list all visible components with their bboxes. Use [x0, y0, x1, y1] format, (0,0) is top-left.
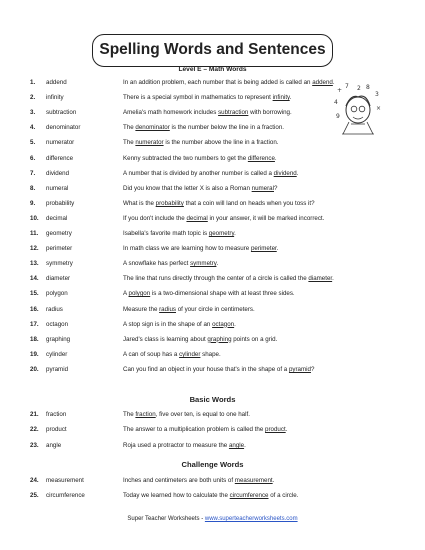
word-number: 1. — [30, 79, 36, 86]
word-number: 21. — [30, 411, 39, 418]
sentence — [123, 320, 236, 330]
word-row — [0, 274, 425, 284]
sentence — [123, 214, 324, 224]
sentence-start: Kenny subtracted the two numbers to get the — [123, 154, 248, 162]
sentence-end: . — [274, 154, 277, 162]
page-title: Spelling Words and Sentences — [92, 34, 333, 67]
sentence-end: . — [216, 260, 219, 268]
word-number: 7. — [30, 169, 36, 177]
word-row — [0, 138, 425, 148]
spelling-word: diameter — [46, 275, 71, 283]
spelling-word: difference — [46, 154, 74, 162]
word-row — [0, 154, 425, 164]
word-row — [0, 320, 425, 330]
sentence — [123, 93, 291, 103]
sentence-start: Inches and centimeters are both units of — [123, 477, 235, 484]
word-row — [0, 476, 425, 486]
spelling-word: perimeter — [46, 245, 73, 253]
sentence-start: What is the — [123, 199, 156, 207]
sentence — [123, 199, 315, 209]
word-number: 5. — [30, 139, 36, 147]
sentence-keyword: subtraction — [218, 109, 249, 117]
sentence — [123, 335, 277, 345]
word-number: 24. — [30, 477, 39, 484]
spelling-word: cylinder — [46, 350, 68, 358]
word-row — [0, 410, 425, 420]
sentence-end: . — [332, 275, 334, 283]
sentence-keyword: fraction — [135, 411, 156, 418]
word-number: 12. — [30, 245, 39, 253]
word-number: 22. — [30, 426, 39, 433]
sentence-end: , five over ten, is equal to one half. — [155, 411, 250, 418]
sentence-keyword: graphing — [207, 335, 232, 343]
sentence-end: shape. — [200, 350, 221, 358]
sentence — [123, 244, 278, 254]
sentence — [123, 289, 295, 299]
spelling-word: denominator — [46, 124, 81, 132]
word-number: 11. — [30, 230, 39, 237]
sentence-keyword: radius — [159, 305, 176, 313]
spelling-word: subtraction — [46, 109, 77, 117]
word-number: 6. — [30, 154, 36, 162]
sentence-end: . — [234, 320, 236, 328]
sentence-start: Roja used a protractor to measure the — [123, 442, 229, 449]
word-row — [0, 169, 425, 179]
sentence-end: is the number above the line in a fraction. — [163, 139, 279, 147]
sentence-keyword: dividend — [273, 169, 297, 177]
sentence — [123, 491, 298, 501]
sentence-keyword: cylinder — [179, 350, 201, 358]
sentence — [123, 108, 292, 118]
word-number: 4. — [30, 124, 36, 132]
sentence — [123, 169, 298, 179]
spelling-word: circumference — [46, 492, 85, 499]
word-row — [0, 108, 425, 118]
sentence-end: . — [332, 79, 335, 86]
spelling-word: symmetry — [46, 260, 73, 268]
spelling-word: measurement — [46, 477, 84, 484]
spelling-word: addend — [46, 79, 67, 86]
page-subtitle: Level E – Math Words — [178, 66, 247, 73]
spelling-word: octagon — [46, 320, 69, 328]
sentence — [123, 476, 274, 486]
word-row — [0, 350, 425, 360]
sentence — [123, 138, 278, 148]
sentence-start: In math class we are learning how to measure — [123, 245, 251, 253]
sentence-keyword: polygon — [128, 290, 151, 298]
sentence-end: points on a grid. — [231, 335, 278, 343]
word-row — [0, 259, 425, 269]
sentence-keyword: numerator — [135, 139, 164, 147]
word-row — [0, 335, 425, 345]
spelling-word: graphing — [46, 335, 71, 343]
word-row — [0, 184, 425, 194]
word-row — [0, 93, 425, 103]
word-row — [0, 441, 425, 451]
sentence — [123, 78, 335, 88]
sentence — [123, 365, 314, 375]
sentence-end: . — [244, 442, 246, 449]
spelling-word: probability — [46, 199, 75, 207]
sentence-keyword: diameter — [308, 275, 333, 283]
spelling-word: fraction — [46, 411, 67, 418]
word-number: 13. — [30, 260, 39, 268]
sentence-start: Amelia's math homework includes — [123, 109, 219, 117]
word-number: 15. — [30, 290, 39, 298]
sentence — [123, 123, 284, 133]
spelling-word: numeral — [46, 184, 69, 192]
sentence-end: . — [285, 426, 288, 433]
sentence-keyword: octagon — [212, 320, 235, 328]
sentence-end: with borrowing. — [248, 109, 292, 117]
sentence — [123, 184, 277, 194]
word-number: 14. — [30, 275, 39, 283]
sentence-start: A snowflake has perfect — [123, 260, 191, 268]
spelling-word: infinity — [46, 94, 64, 102]
sentence-start: A — [123, 290, 129, 298]
word-row — [0, 199, 425, 209]
word-row — [0, 425, 425, 435]
sentence — [123, 259, 218, 269]
svg-text:2: 2 — [357, 85, 361, 92]
word-row — [0, 244, 425, 254]
sentence-start: There is a special symbol in mathematics to represent — [123, 94, 273, 102]
sentence-start: Jared's class is learning about — [123, 335, 208, 343]
spelling-word: product — [46, 426, 67, 433]
word-row — [0, 229, 425, 239]
sentence-start: Measure the — [123, 305, 160, 313]
word-number: 16. — [30, 305, 39, 313]
sentence-end: . — [296, 169, 299, 177]
sentence — [123, 425, 287, 435]
sentence-keyword: geometry — [208, 230, 235, 237]
section-heading-basic: Basic Words — [189, 395, 236, 404]
sentence-end: ? — [310, 365, 315, 373]
word-number: 8. — [30, 184, 36, 192]
sentence-start: A stop sign is in the shape of an — [123, 320, 213, 328]
sentence-start: If you don't include the — [123, 214, 187, 222]
sentence-start: Can you find an object in your house that's in the shape of a — [123, 365, 289, 373]
sentence-keyword: angle — [228, 442, 245, 449]
sentence-end: . — [276, 245, 279, 253]
spelling-word: radius — [46, 305, 63, 313]
word-number: 17. — [30, 320, 39, 328]
sentence-start: Today we learned how to calculate the — [123, 492, 230, 499]
sentence-keyword: perimeter — [250, 245, 277, 253]
svg-text:8: 8 — [366, 84, 370, 91]
sentence-keyword: probability — [155, 199, 184, 207]
word-row — [0, 305, 425, 315]
sentence-keyword: pyramid — [288, 365, 311, 373]
sentence-keyword: decimal — [186, 214, 208, 222]
sentence-start: The — [123, 139, 136, 147]
sentence-end: of your circle in centimeters. — [175, 305, 255, 313]
sentence-keyword: denominator — [135, 124, 170, 132]
svg-text:9: 9 — [336, 113, 340, 120]
sentence-start: A number that is divided by another number is called a — [123, 169, 274, 177]
svg-text:3: 3 — [375, 91, 379, 98]
sentence-end: is a two-dimensional shape with at least three sides. — [150, 290, 295, 298]
svg-text:×: × — [376, 105, 382, 112]
spelling-word: angle — [46, 442, 62, 449]
sentence-end: . — [289, 94, 292, 102]
sentence-end: ? — [274, 184, 278, 192]
spelling-word: pyramid — [46, 365, 69, 373]
sentence-start: The — [123, 411, 136, 418]
word-number: 3. — [30, 109, 36, 117]
sentence-end: . — [234, 230, 236, 237]
sentence — [123, 274, 334, 284]
sentence-start: Isabella's favorite math topic is — [123, 230, 209, 237]
footer-text: Super Teacher Worksheets - — [127, 516, 205, 522]
footer — [0, 516, 425, 522]
word-number: 2. — [30, 94, 36, 102]
sentence-end: . — [272, 477, 275, 484]
sentence-end: in your answer, it will be marked incorrect. — [207, 214, 325, 222]
footer-link[interactable]: www.superteacherworksheets.com — [204, 516, 298, 522]
sentence-start: The line that runs directly through the center of a circle is called the — [123, 275, 309, 283]
sentence-keyword: addend — [312, 79, 333, 86]
svg-text:7: 7 — [345, 83, 349, 90]
sentence-keyword: product — [265, 426, 286, 433]
word-row — [0, 289, 425, 299]
word-row — [0, 491, 425, 501]
sentence-keyword: symmetry — [190, 260, 217, 268]
spelling-word: geometry — [46, 230, 72, 237]
svg-text:4: 4 — [334, 99, 338, 106]
word-number: 18. — [30, 335, 39, 343]
sentence-end: is the number below the line in a fraction. — [169, 124, 284, 132]
sentence — [123, 154, 277, 164]
sentence-keyword: numeral — [251, 184, 274, 192]
spelling-word: decimal — [46, 214, 68, 222]
sentence-start: A can of soup has a — [123, 350, 180, 358]
word-number: 25. — [30, 492, 39, 499]
word-number: 19. — [30, 350, 39, 358]
spelling-word: numerator — [46, 139, 75, 147]
sentence-keyword: measurement — [234, 477, 273, 484]
sentence-keyword: circumference — [229, 492, 269, 499]
spelling-word: dividend — [46, 169, 70, 177]
word-number: 20. — [30, 365, 39, 373]
sentence-start: The — [123, 124, 136, 132]
sentence-keyword: difference — [247, 154, 275, 162]
word-number: 23. — [30, 442, 39, 449]
word-row — [0, 214, 425, 224]
sentence-start: The answer to a multiplication problem is called the — [123, 426, 266, 433]
word-number: 9. — [30, 199, 36, 207]
sentence — [123, 441, 246, 451]
spelling-word: polygon — [46, 290, 68, 298]
sentence — [123, 350, 221, 360]
sentence-start: In an addition problem, each number that is being added is called an — [123, 79, 313, 86]
sentence — [123, 305, 255, 315]
word-row — [0, 365, 425, 375]
sentence-start: Did you know that the letter X is also a Roman — [123, 184, 252, 192]
sentence — [123, 229, 236, 239]
sentence — [123, 410, 250, 420]
sentence-end: that a coin will land on heads when you toss it? — [183, 199, 315, 207]
word-row — [0, 123, 425, 133]
word-row — [0, 78, 425, 88]
sentence-end: of a circle. — [268, 492, 299, 499]
section-heading-challenge: Challenge Words — [181, 460, 244, 469]
svg-text:+: + — [337, 87, 343, 94]
sentence-keyword: infinity — [272, 94, 290, 102]
word-number: 10. — [30, 214, 39, 222]
